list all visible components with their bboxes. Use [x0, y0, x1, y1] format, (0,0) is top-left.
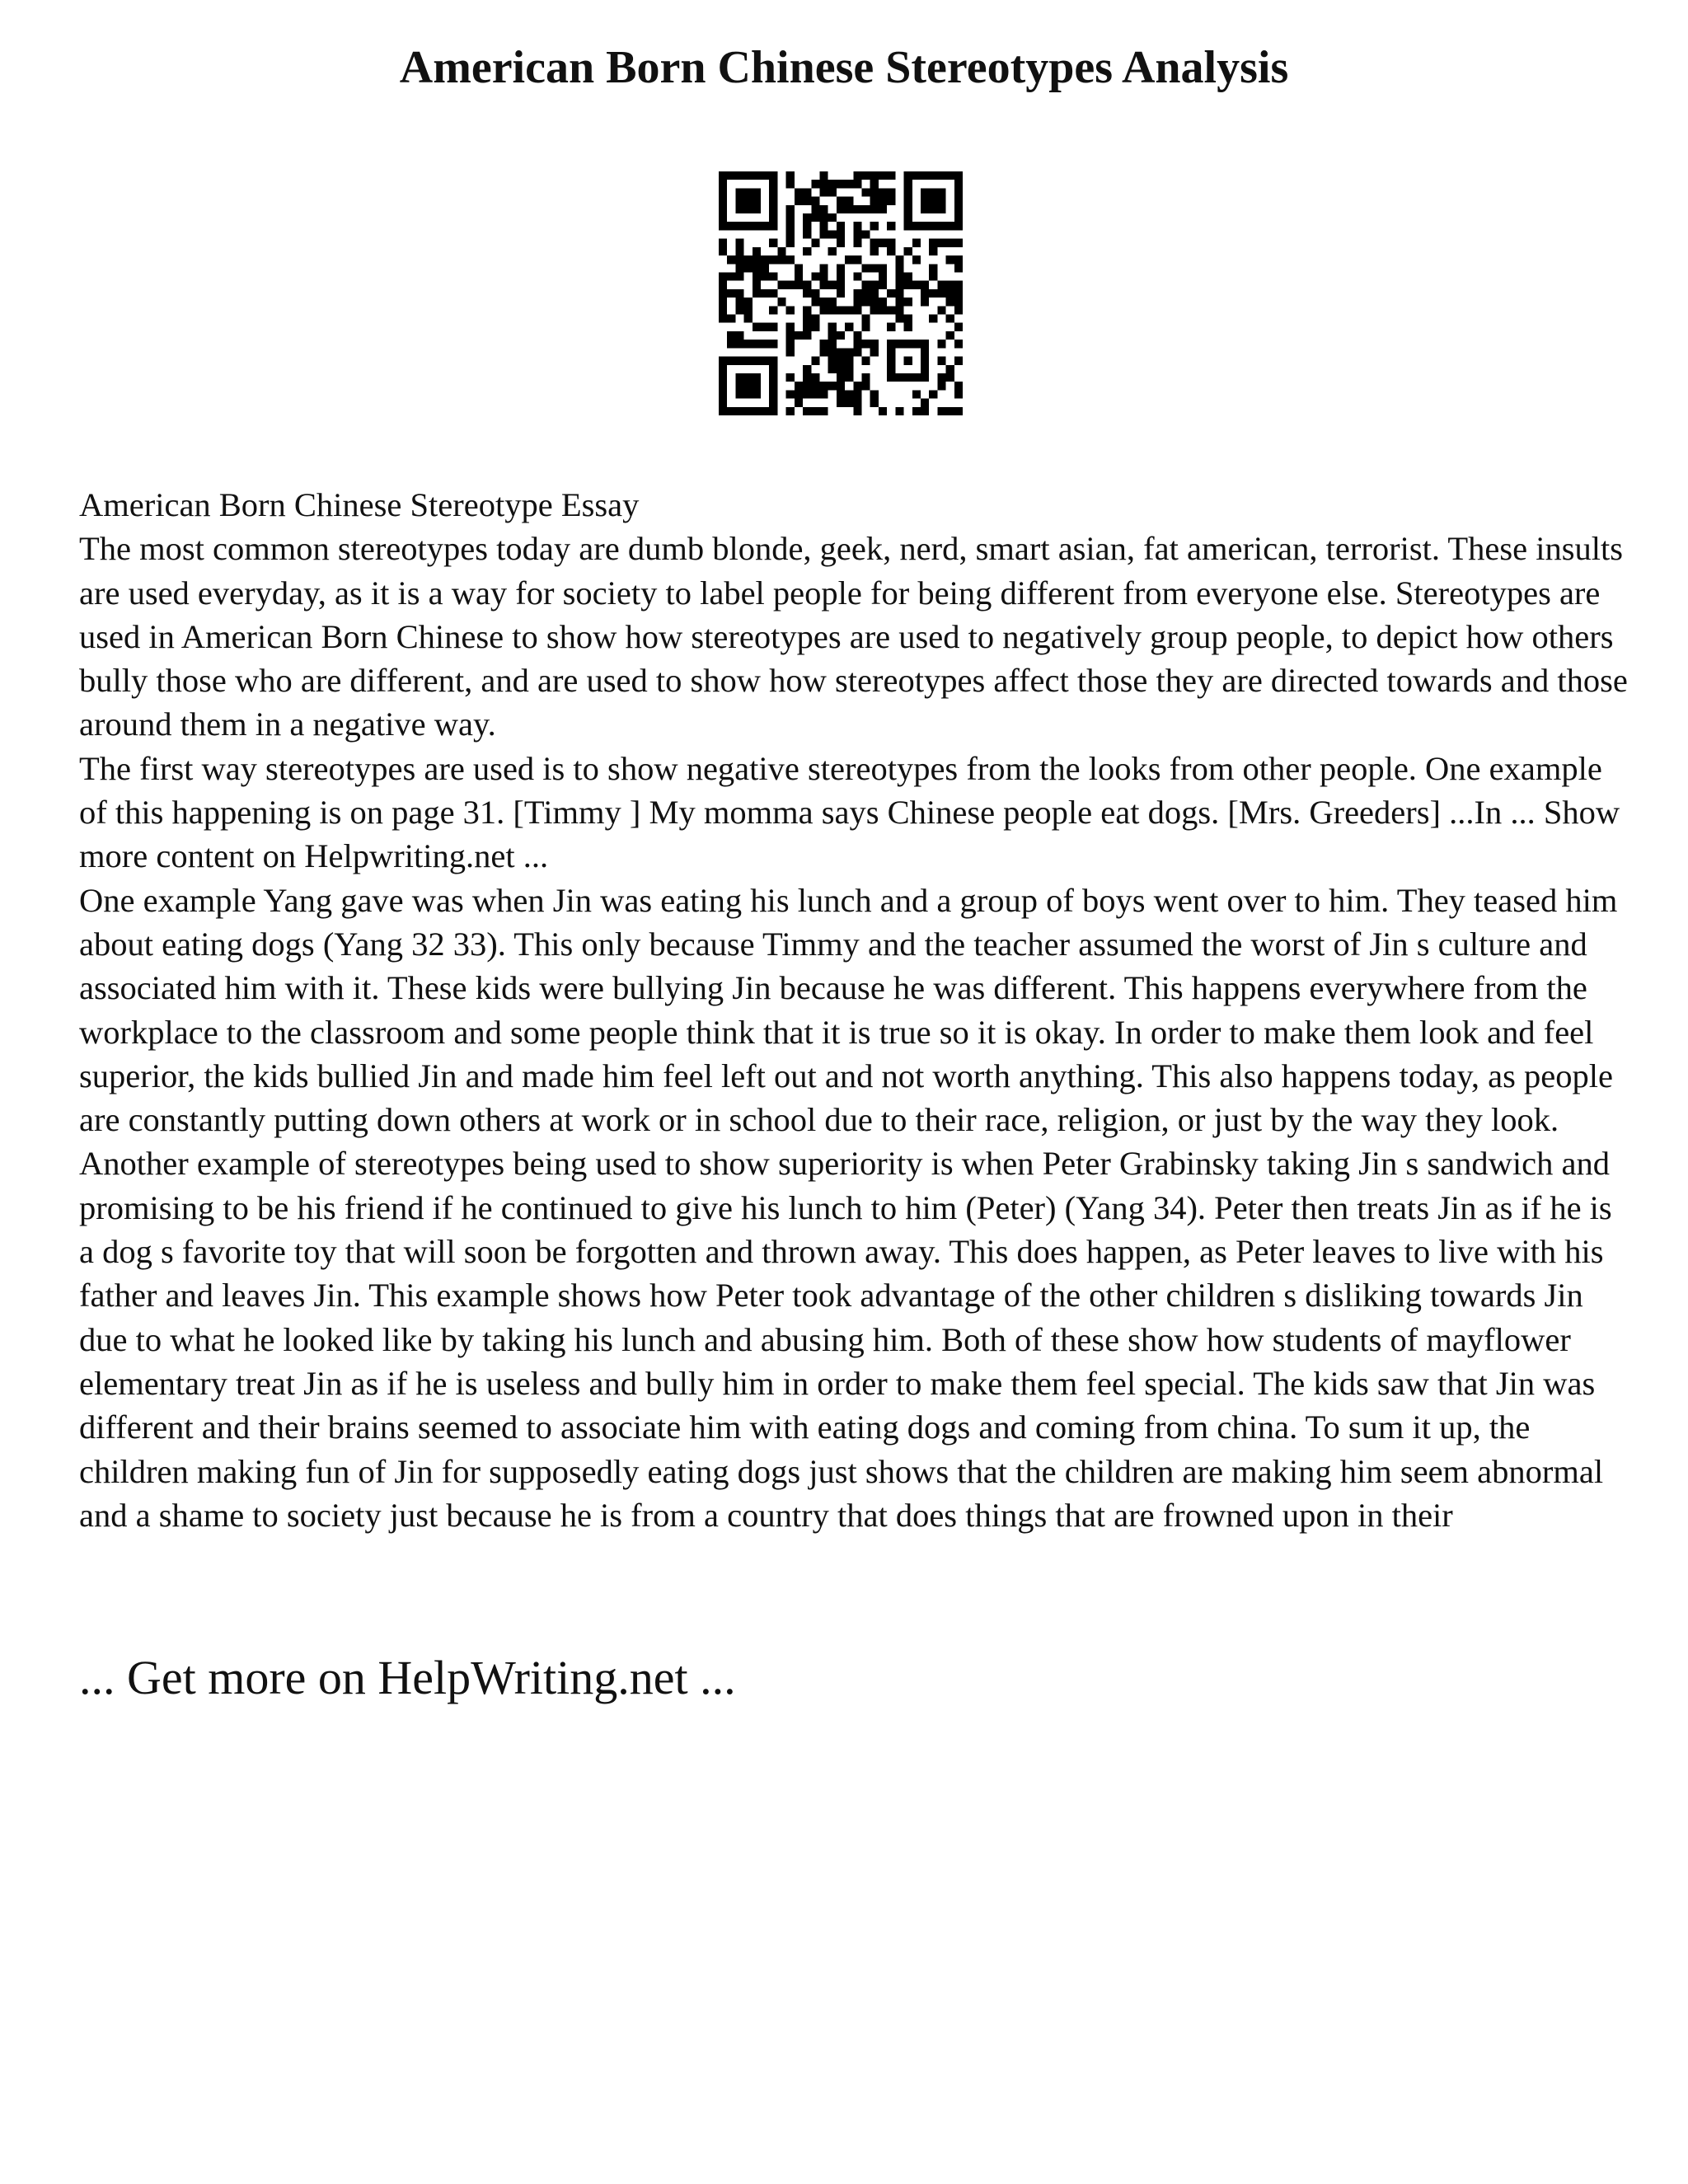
page-title: American Born Chinese Stereotypes Analysis [399, 42, 1289, 93]
essay-body [79, 483, 1629, 1537]
get-more-link[interactable]: ... Get more on HelpWriting.net ... [79, 1651, 736, 1704]
essay-paragraph-1: The most common stereotypes today are dumb blonde, geek, nerd, smart asian, fat american, terrorist. These insults are used everyday, as it is a way for society to label people for being different from everyone else. Stereotypes are used in American Born Chinese to show how stereotypes are used to negatively group people, to depict how others bully those who are different, and are used to show how stereotypes affect those they are directed towards and those around them in a negative way. [79, 530, 1628, 743]
essay-paragraph-2: The first way stereotypes are used is to show negative stereotypes from the looks from other people. One example of this happening is on page 31. [Timmy ] My momma says Chinese people eat dogs. [Mrs. Greeders] ...In ... Show more content on Helpwriting.net ... [79, 749, 1620, 875]
essay-heading: American Born Chinese Stereotype Essay [79, 486, 640, 523]
essay-paragraph-3: One example Yang gave was when Jin was eating his lunch and a group of boys went over to him. They teased him about eating dogs (Yang 32 33). This only because Timmy and the teacher assumed the worst of Jin s culture and associated him with it. These kids were bullying Jin because he was different. This happens everywhere from the workplace to the classroom and some people think that it is true so it is okay. In order to make them look and feel superior, the kids bullied Jin and made him feel left out and not worth anything. This also happens today, as people are constantly putting down others at work or in school due to their race, religion, or just by the way they look. Another example of stereotypes being used to show superiority is when Peter Grabinsky taking Jin s sandwich and promising to be his friend if he continued to give his lunch to him (Peter) (Yang 34). Peter then treats Jin as if he is a dog s favorite toy that will soon be forgotten and thrown away. This does happen, as Peter leaves to live with his father and leaves Jin. This example shows how Peter took advantage of the other children s disliking towards Jin due to what he looked like by taking his lunch and abusing him. Both of these show how students of mayflower elementary treat Jin as if he is useless and bully him in order to make them feel special. The kids saw that Jin was different and their brains seemed to associate him with eating dogs and coming from china. To sum it up, the children making fun of Jin for supposedly eating dogs just shows that the children are making him seem abnormal and a shame to society just because he is from a country that does things that are frowned upon in their [79, 881, 1618, 1534]
qr-code-icon [719, 171, 963, 415]
